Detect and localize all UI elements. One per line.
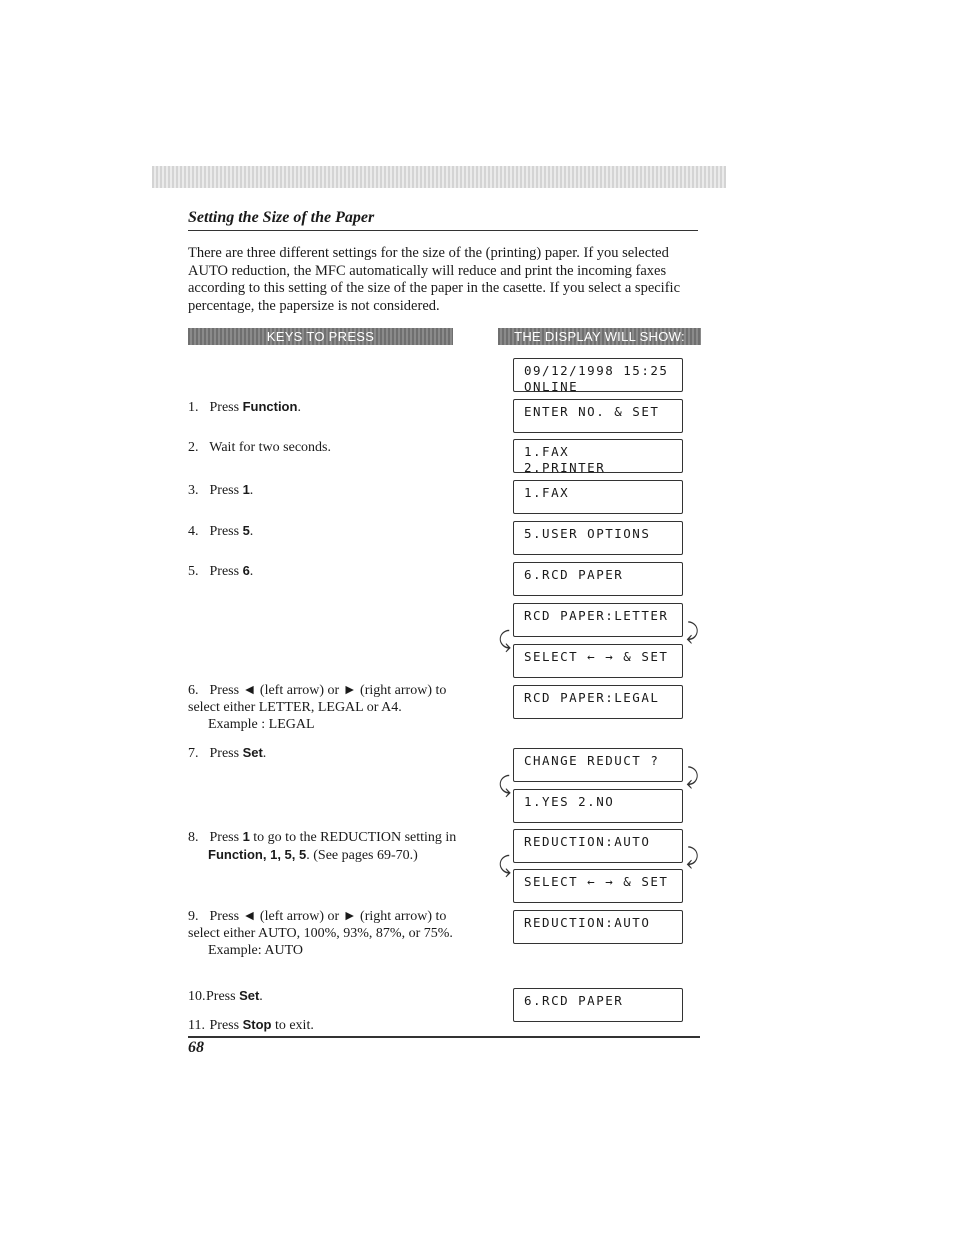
lcd-display: 6.RCD PAPER (513, 562, 683, 596)
title-rule (188, 230, 698, 231)
section-title: Setting the Size of the Paper (188, 209, 375, 226)
lcd-display: 6.RCD PAPER (513, 988, 683, 1022)
lcd-display: ENTER NO. & SET (513, 399, 683, 433)
lcd-display: RCD PAPER:LETTER (513, 603, 683, 637)
footer-rule (188, 1036, 700, 1038)
cycle-right-arrow-icon: ⤸ (686, 765, 700, 790)
cycle-left-arrow-icon: ⤹ (498, 773, 512, 798)
lcd-display: 1.FAX (513, 480, 683, 514)
intro-paragraph: There are three different settings for the size of the (printing) paper. If you selected AUTO reduction, the MFC automatically will reduce and print the incoming faxes according to this setting of the size of the paper in the casette. If you select a specific percentage, the papersize is not considered. (188, 245, 681, 314)
keys-header: KEYS TO PRESS (188, 328, 453, 345)
step-3: 3. Press 1. (188, 482, 254, 498)
cycle-left-arrow-icon: ⤹ (498, 853, 512, 878)
lcd-display: REDUCTION:AUTO (513, 910, 683, 944)
step-7: 7. Press Set. (188, 745, 267, 761)
lcd-display: SELECT ← → & SET (513, 644, 683, 678)
page-number: 68 (188, 1039, 204, 1056)
display-header: THE DISPLAY WILL SHOW: (498, 328, 701, 345)
step-8: 8. Press 1 to go to the REDUCTION setting in Function, 1, 5, 5. (See pages 69-70.) (188, 829, 457, 863)
step-6: 6. Press ◄ (left arrow) or ► (right arrow) to select either LETTER, LEGAL or A4. Example : LEGAL (188, 683, 447, 732)
step-5: 5. Press 6. (188, 563, 254, 579)
step-11: 11. Press Stop to exit. (188, 1017, 314, 1033)
lcd-display: CHANGE REDUCT ? (513, 748, 683, 782)
step-2: 2. Wait for two seconds. (188, 440, 331, 455)
step-9: 9. Press ◄ (left arrow) or ► (right arrow) to select either AUTO, 100%, 93%, 87%, or 75%. Example: AUTO (188, 909, 453, 958)
lcd-display: RCD PAPER:LEGAL (513, 685, 683, 719)
cycle-right-arrow-icon: ⤸ (686, 620, 700, 645)
step-4: 4. Press 5. (188, 523, 254, 539)
lcd-display: 1.YES 2.NO (513, 789, 683, 823)
lcd-display: SELECT ← → & SET (513, 869, 683, 903)
lcd-display: 09/12/1998 15:25 ONLINE (513, 358, 683, 392)
header-band (152, 166, 726, 188)
cycle-right-arrow-icon: ⤸ (686, 845, 700, 870)
cycle-left-arrow-icon: ⤹ (498, 628, 512, 653)
step-10: 10.Press Set. (188, 988, 263, 1004)
lcd-display: REDUCTION:AUTO (513, 829, 683, 863)
step-1: 1. Press Function. (188, 399, 301, 415)
lcd-display: 5.USER OPTIONS (513, 521, 683, 555)
lcd-display: 1.FAX 2.PRINTER (513, 439, 683, 473)
